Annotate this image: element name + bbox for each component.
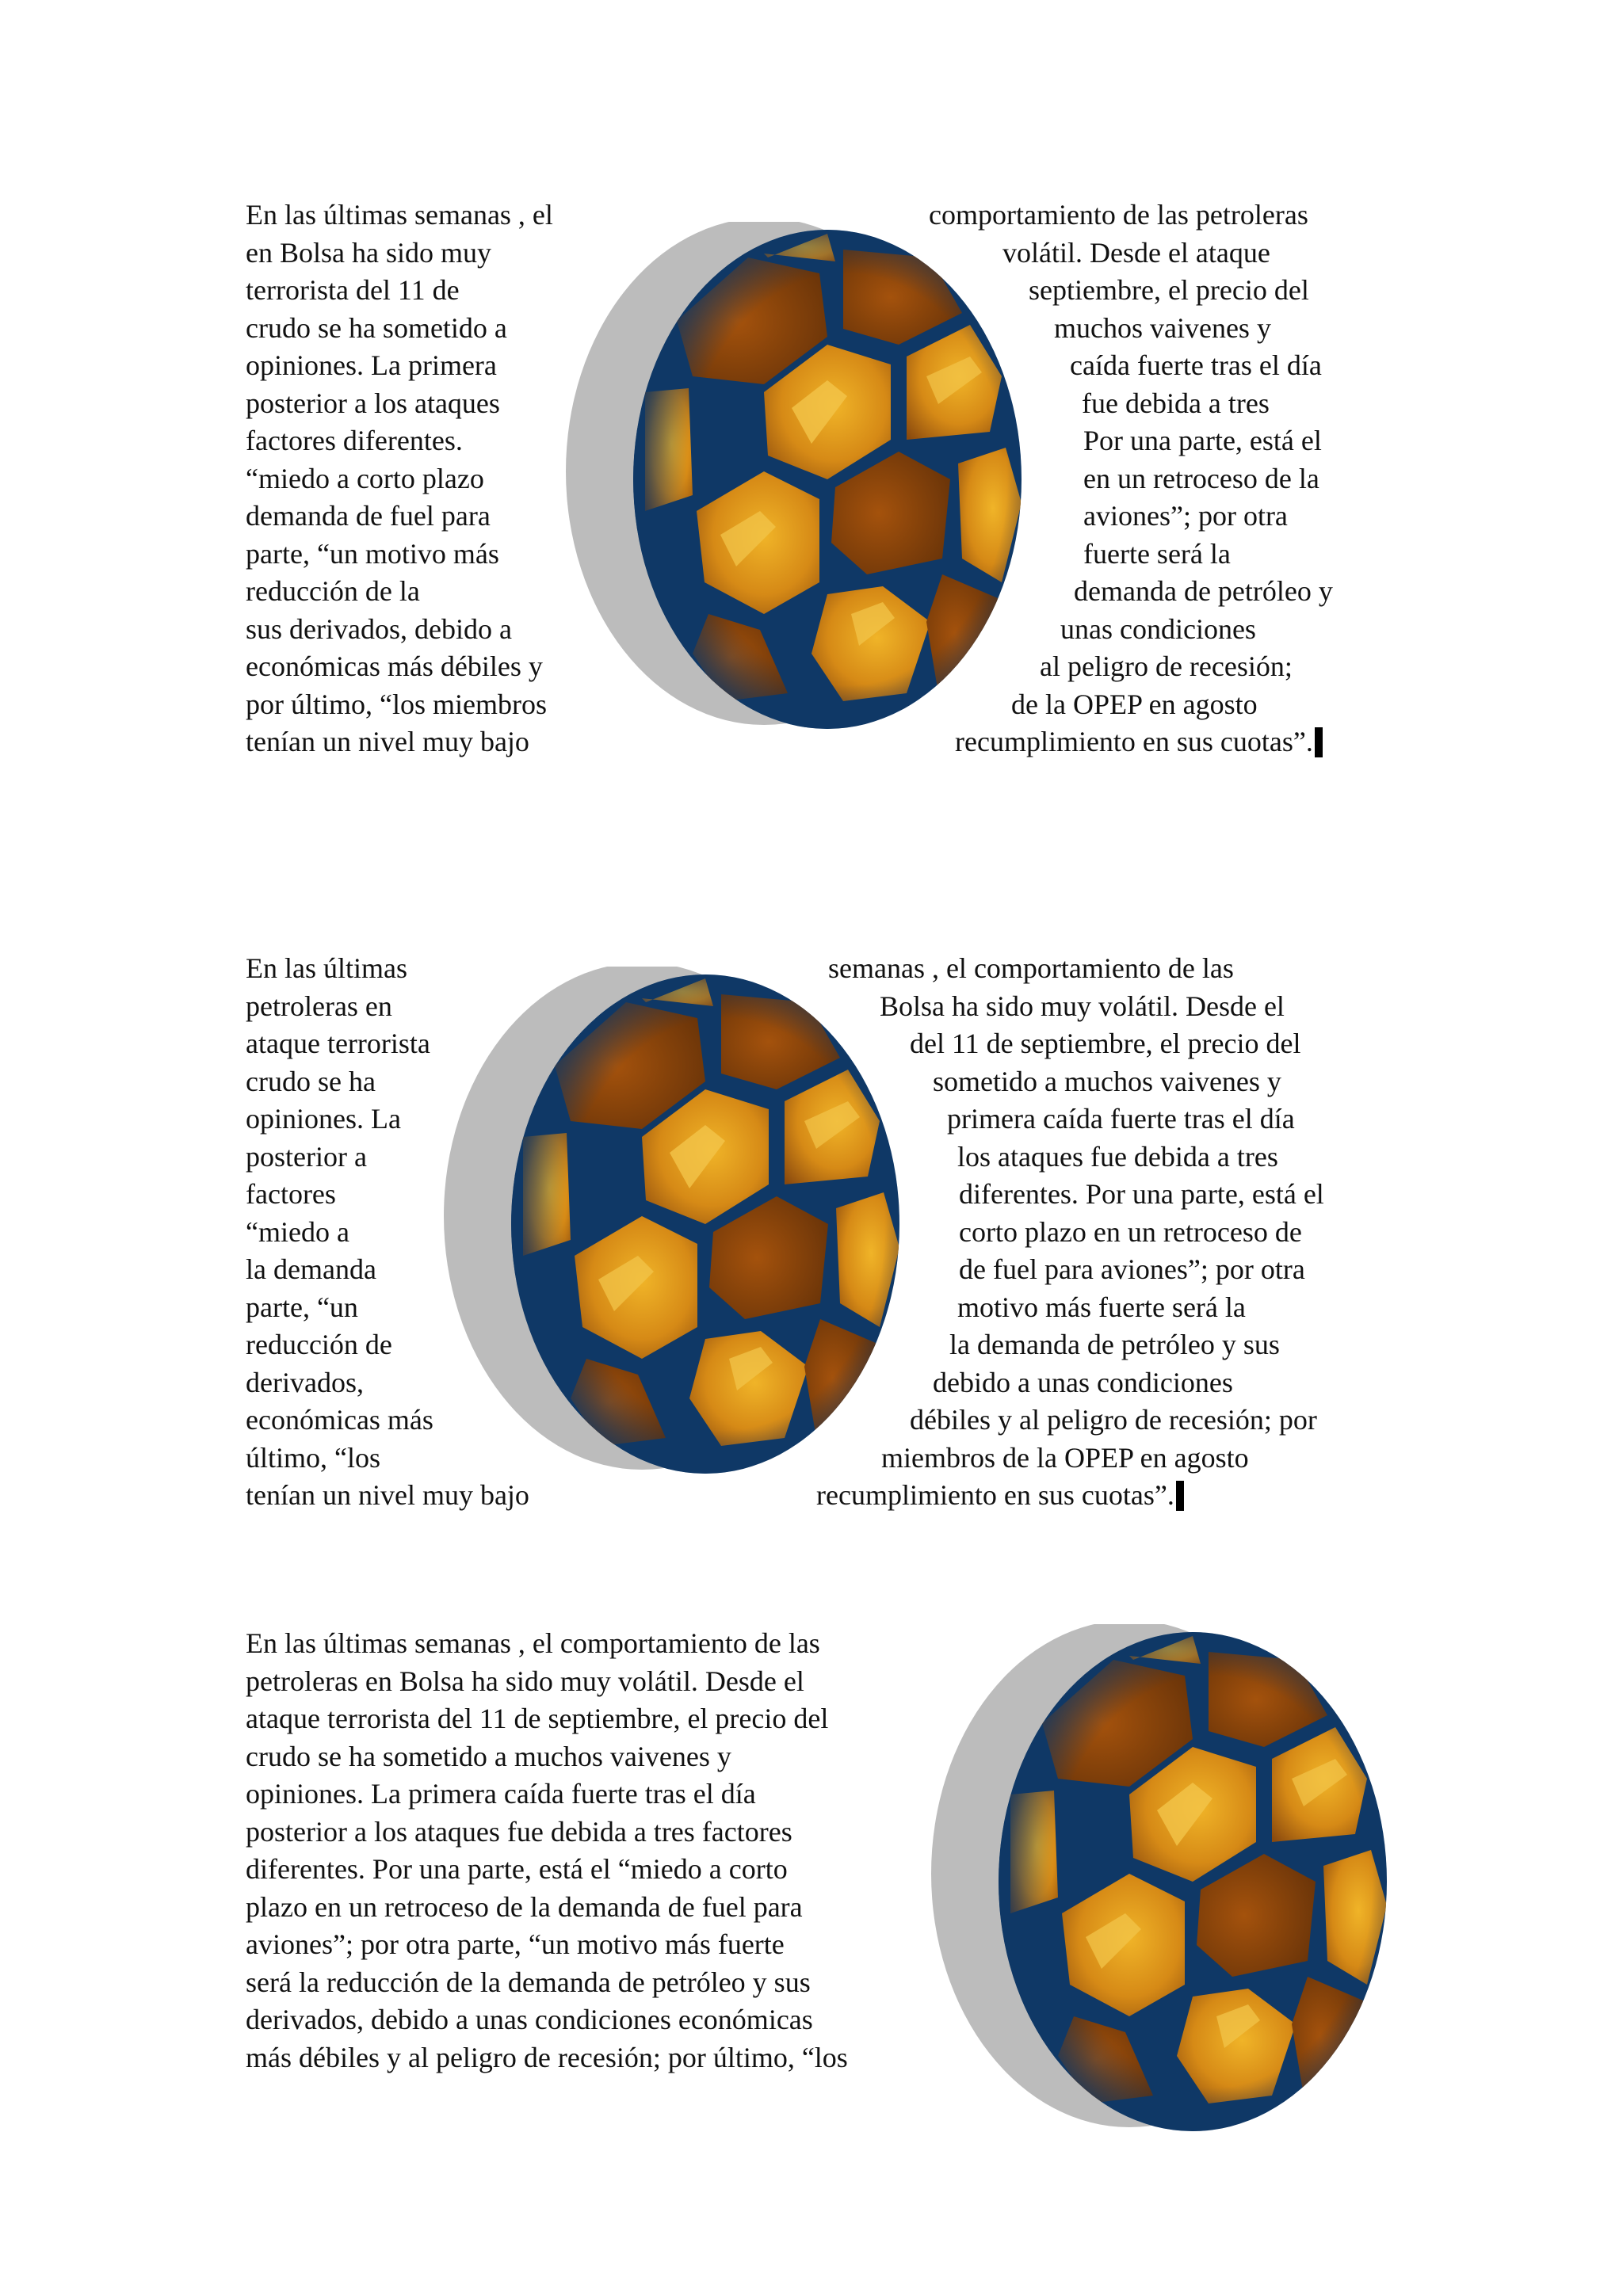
section-3-line: más débiles y al peligro de recesión; por último, “los	[246, 2041, 848, 2073]
section-1-left-line: terrorista del 11 de	[246, 274, 460, 306]
section-2-right-line: Bolsa ha sido muy volátil. Desde el	[880, 990, 1285, 1022]
section-1-right-line: septiembre, el precio del	[1029, 274, 1309, 306]
section-1-right-line: recumplimiento en sus cuotas”.	[955, 723, 1323, 761]
section-2-right-line: semanas , el comportamiento de las	[828, 952, 1234, 984]
section-1-left-line: en Bolsa ha sido muy	[246, 236, 491, 269]
section-1-right-line: al peligro de recesión;	[1040, 650, 1293, 682]
section-1-right-line: unas condiciones	[1060, 612, 1256, 645]
football-image-2	[444, 967, 903, 1482]
section-1-right-line: volátil. Desde el ataque	[1002, 236, 1270, 269]
football-image-3	[931, 1624, 1391, 2139]
section-2-right-line: de fuel para aviones”; por otra	[959, 1253, 1305, 1285]
section-1-right-line: muchos vaivenes y	[1054, 311, 1271, 344]
section-1-right-line: fuerte será la	[1083, 537, 1231, 570]
section-2-right-line: miembros de la OPEP en agosto	[881, 1441, 1249, 1474]
section-3-line: crudo se ha sometido a muchos vaivenes y	[246, 1740, 731, 1772]
section-1-left-line: sus derivados, debido a	[246, 612, 512, 645]
section-3-paragraph	[246, 1625, 848, 2077]
section-1-left-line: tenían un nivel muy bajo	[246, 726, 529, 757]
section-2-left-line: posterior a	[246, 1140, 367, 1173]
section-2-left-line: petroleras en	[246, 990, 392, 1022]
text-cursor-mark	[1176, 1481, 1184, 1511]
section-2-left-line: En las últimas	[246, 952, 407, 984]
section-2-left-line: factores	[246, 1178, 336, 1210]
section-1-right-line: Por una parte, está el	[1083, 425, 1322, 456]
section-3-line: aviones”; por otra parte, “un motivo más fuerte	[246, 1928, 785, 1960]
section-2-left-line: “miedo a	[246, 1215, 349, 1248]
section-2-right-line: corto plazo en un retroceso de	[959, 1215, 1302, 1248]
section-1-right-line: fue debida a tres	[1082, 387, 1270, 419]
section-3-line: En las últimas semanas , el comportamiento de las	[246, 1627, 820, 1659]
section-2-right-line: sometido a muchos vaivenes y	[933, 1065, 1281, 1097]
section-1-right-line: demanda de petróleo y	[1074, 575, 1333, 607]
text-cursor-mark	[1315, 727, 1323, 757]
section-3-line: ataque terrorista del 11 de septiembre, el precio del	[246, 1703, 829, 1734]
section-3-line: opiniones. La primera caída fuerte tras el día	[246, 1778, 756, 1810]
section-1-right-line: aviones”; por otra	[1083, 500, 1288, 532]
section-2-left-line: opiniones. La	[246, 1103, 401, 1135]
section-3-line: derivados, debido a unas condiciones económicas	[246, 2004, 813, 2035]
section-1-left-line: opiniones. La primera	[246, 349, 497, 381]
section-3-line: plazo en un retroceso de la demanda de fuel para	[246, 1890, 803, 1923]
section-1-right-line: en un retroceso de la	[1083, 462, 1319, 494]
section-3-line: diferentes. Por una parte, está el “miedo a corto	[246, 1853, 788, 1885]
section-2-right-line: motivo más fuerte será la	[957, 1291, 1246, 1323]
section-2-left-line: reducción de	[246, 1329, 392, 1360]
section-1-right-line: caída fuerte tras el día	[1070, 349, 1322, 381]
section-2-right-line: diferentes. Por una parte, está el	[959, 1178, 1324, 1210]
section-1-left-line: por último, “los miembros	[246, 688, 547, 720]
section-2-right-line: primera caída fuerte tras el día	[947, 1103, 1295, 1135]
section-2-right-line: los ataques fue debida a tres	[957, 1140, 1278, 1173]
section-1-left-line: En las últimas semanas , el	[246, 199, 553, 231]
section-1-right-line: comportamiento de las petroleras	[929, 199, 1308, 231]
section-2-left-line: ataque terrorista	[246, 1028, 430, 1059]
section-1-left-line: reducción de la	[246, 575, 420, 607]
section-1-left-line: posterior a los ataques	[246, 387, 500, 419]
section-2-left-line: económicas más	[246, 1404, 433, 1436]
section-3-line: petroleras en Bolsa ha sido muy volátil. Desde el	[246, 1665, 804, 1697]
section-2-right-line: la demanda de petróleo y sus	[949, 1329, 1280, 1360]
section-2-right-line: recumplimiento en sus cuotas”.	[816, 1477, 1184, 1515]
section-1-left-line: parte, “un motivo más	[246, 537, 499, 570]
section-2-left-line: crudo se ha	[246, 1065, 376, 1097]
section-2-left-line: derivados,	[246, 1366, 364, 1398]
football-image-1	[566, 222, 1025, 737]
section-1-left-line: crudo se ha sometido a	[246, 311, 507, 344]
section-2-left-line: tenían un nivel muy bajo	[246, 1479, 529, 1511]
section-3-line: posterior a los ataques fue debida a tres factores	[246, 1815, 792, 1848]
section-1-left-line: económicas más débiles y	[246, 650, 543, 682]
section-2-right-line: débiles y al peligro de recesión; por	[910, 1404, 1317, 1436]
section-1-right-line: de la OPEP en agosto	[1011, 688, 1258, 720]
section-2-left-line: la demanda	[246, 1253, 376, 1285]
section-1-left-line: “miedo a corto plazo	[246, 462, 484, 494]
section-2-left-line: último, “los	[246, 1441, 380, 1474]
section-2-right-line: del 11 de septiembre, el precio del	[910, 1028, 1301, 1059]
section-1-left-line: demanda de fuel para	[246, 500, 491, 532]
section-2-right-line: debido a unas condiciones	[933, 1366, 1233, 1398]
section-3-line: será la reducción de la demanda de petróleo y sus	[246, 1966, 811, 1998]
section-1-left-line: factores diferentes.	[246, 425, 463, 456]
section-2-left-line: parte, “un	[246, 1291, 358, 1323]
